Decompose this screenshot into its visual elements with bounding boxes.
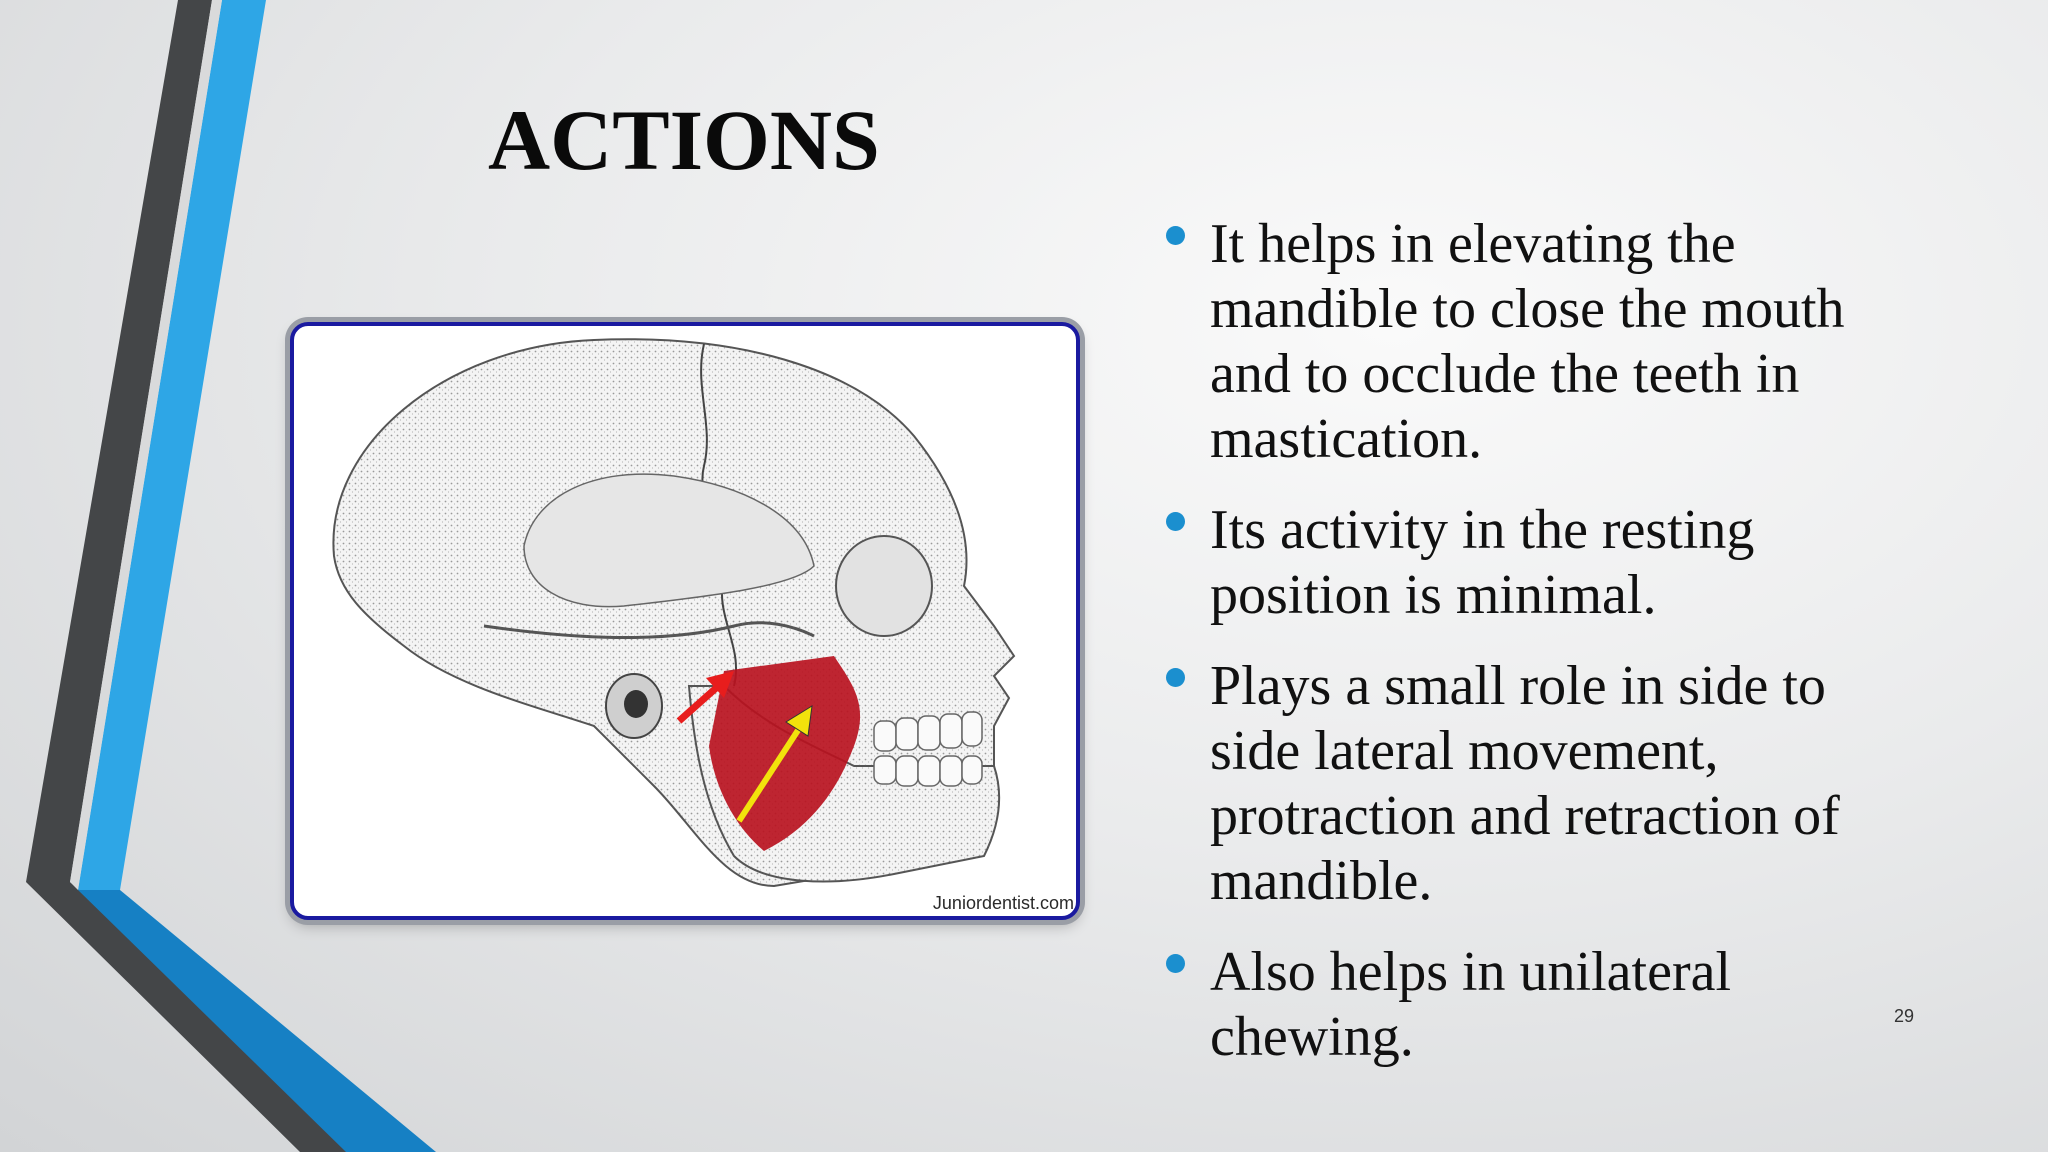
bullet-text: Plays a small role in side to side lateral movement, protraction and retraction of mandible. (1210, 655, 1840, 912)
bullet-dot-icon (1166, 954, 1185, 973)
bullet-item (1160, 654, 1920, 914)
bullet-text: Its activity in the resting position is minimal. (1210, 499, 1755, 626)
bullet-dot-icon (1166, 226, 1185, 245)
bullet-dot-icon (1166, 668, 1185, 687)
skull-figure (290, 322, 1080, 920)
bullet-item (1160, 498, 1920, 628)
slide-title: ACTIONS (488, 92, 880, 188)
bullet-list (1160, 212, 1920, 1096)
bullet-item (1160, 212, 1920, 472)
skull-illustration (294, 326, 1076, 916)
bullet-item (1160, 940, 1920, 1070)
light-stripe-edge (70, 0, 222, 890)
bullet-text: Also helps in unilateral chewing. (1210, 941, 1732, 1068)
bullet-dot-icon (1166, 512, 1185, 531)
figure-watermark: Juniordentist.com (932, 893, 1074, 913)
orbit (836, 536, 932, 636)
bullet-text: It helps in elevating the mandible to close the mouth and to occlude the teeth in mastication. (1210, 213, 1845, 470)
page-number: 29 (1894, 1006, 1915, 1026)
blue-stripe-bottom (78, 890, 436, 1152)
